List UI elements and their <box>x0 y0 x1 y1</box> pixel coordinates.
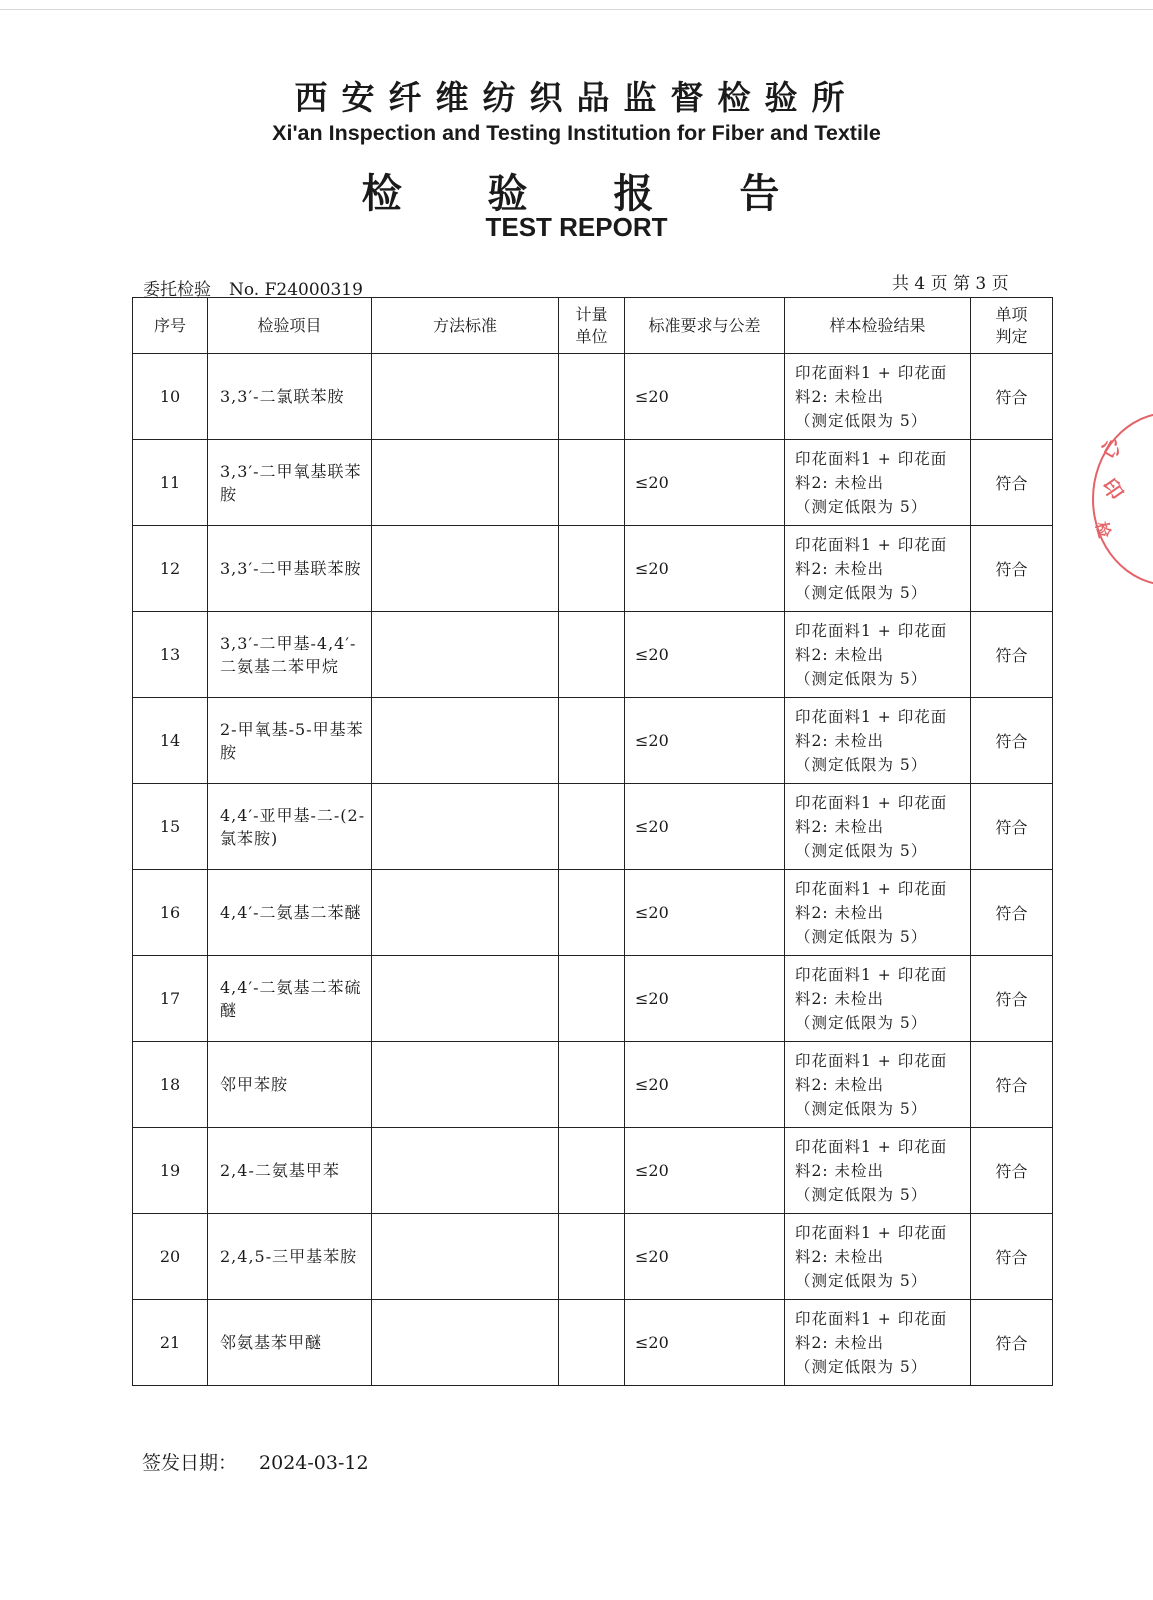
method-standard <box>372 784 559 870</box>
table-row <box>133 1042 1053 1128</box>
verdict: 符合 <box>971 1300 1053 1386</box>
header-result: 样本检验结果 <box>785 298 971 354</box>
row-number: 16 <box>133 870 208 956</box>
unit <box>559 440 625 526</box>
method-standard <box>372 870 559 956</box>
verdict: 符合 <box>971 440 1053 526</box>
header-unit <box>559 298 625 354</box>
header-verdict-label: 单项判定 <box>995 304 1028 346</box>
method-standard <box>372 956 559 1042</box>
table-row <box>133 1300 1053 1386</box>
result-line: 印花面料1 + 印花面 <box>795 449 948 468</box>
verdict: 符合 <box>971 1214 1053 1300</box>
test-item: 邻氨基苯甲醚 <box>208 1300 372 1386</box>
verdict: 符合 <box>971 1128 1053 1214</box>
result-line: （测定低限为 5） <box>795 1357 928 1376</box>
result-line: 料2: 未检出 <box>795 387 885 406</box>
result-line: 印花面料1 + 印花面 <box>795 965 948 984</box>
verdict: 符合 <box>971 354 1053 440</box>
sample-result <box>785 1128 971 1214</box>
test-item: 4,4′-二氨基二苯硫醚 <box>208 956 372 1042</box>
table-row <box>133 440 1053 526</box>
result-line: （测定低限为 5） <box>795 1099 928 1118</box>
result-line: 印花面料1 + 印花面 <box>795 879 948 898</box>
sample-result <box>785 956 971 1042</box>
result-line: （测定低限为 5） <box>795 1013 928 1032</box>
unit <box>559 354 625 440</box>
requirement: ≤20 <box>625 1214 785 1300</box>
report-title-cn: 检 验 报 告 <box>361 170 816 217</box>
seal-char: 检 <box>1091 519 1115 540</box>
inspection-type: 委托检验 <box>143 280 211 300</box>
row-number: 18 <box>133 1042 208 1128</box>
header-verdict <box>971 298 1053 354</box>
row-number: 17 <box>133 956 208 1042</box>
unit <box>559 1128 625 1214</box>
row-number: 14 <box>133 698 208 784</box>
method-standard <box>372 698 559 784</box>
seal-char: 心 <box>1096 432 1126 464</box>
table-row <box>133 870 1053 956</box>
result-line: （测定低限为 5） <box>795 669 928 688</box>
header-requirement: 标准要求与公差 <box>625 298 785 354</box>
sample-result <box>785 526 971 612</box>
method-standard <box>372 1300 559 1386</box>
sample-result <box>785 1042 971 1128</box>
sample-result <box>785 1300 971 1386</box>
header-no: 序号 <box>133 298 208 354</box>
organization-name-cn: 西安纤维纺织品监督检验所 <box>294 78 859 117</box>
result-line: 料2: 未检出 <box>795 903 885 922</box>
row-number: 20 <box>133 1214 208 1300</box>
result-line: （测定低限为 5） <box>795 755 928 774</box>
result-line: （测定低限为 5） <box>795 411 928 430</box>
table-header-row <box>133 298 1053 354</box>
row-number: 11 <box>133 440 208 526</box>
result-line: 印花面料1 + 印花面 <box>795 1309 948 1328</box>
method-standard <box>372 1214 559 1300</box>
requirement: ≤20 <box>625 870 785 956</box>
result-line: 印花面料1 + 印花面 <box>795 1223 948 1242</box>
unit <box>559 1042 625 1128</box>
requirement: ≤20 <box>625 1042 785 1128</box>
organization-name-en: Xi'an Inspection and Testing Institution for Fiber and Textile <box>272 121 881 145</box>
requirement: ≤20 <box>625 612 785 698</box>
result-line: 料2: 未检出 <box>795 989 885 1008</box>
result-line: （测定低限为 5） <box>795 927 928 946</box>
table-row <box>133 956 1053 1042</box>
requirement: ≤20 <box>625 526 785 612</box>
requirement: ≤20 <box>625 956 785 1042</box>
test-item: 2,4-二氨基甲苯 <box>208 1128 372 1214</box>
requirement: ≤20 <box>625 440 785 526</box>
result-line: 料2: 未检出 <box>795 1247 885 1266</box>
table-row <box>133 1128 1053 1214</box>
method-standard <box>372 440 559 526</box>
unit <box>559 784 625 870</box>
result-line: 料2: 未检出 <box>795 645 885 664</box>
header-unit-label: 计量单位 <box>575 304 608 346</box>
result-line: （测定低限为 5） <box>795 1271 928 1290</box>
test-item: 3,3′-二甲基-4,4′-二氨基二苯甲烷 <box>208 612 372 698</box>
issue-date: 2024-03-12 <box>259 1452 369 1474</box>
method-standard <box>372 526 559 612</box>
test-item: 2,4,5-三甲基苯胺 <box>208 1214 372 1300</box>
verdict: 符合 <box>971 870 1053 956</box>
result-line: 料2: 未检出 <box>795 1161 885 1180</box>
requirement: ≤20 <box>625 784 785 870</box>
method-standard <box>372 612 559 698</box>
result-line: 印花面料1 + 印花面 <box>795 535 948 554</box>
sample-result <box>785 870 971 956</box>
verdict: 符合 <box>971 1042 1053 1128</box>
unit <box>559 870 625 956</box>
verdict: 符合 <box>971 612 1053 698</box>
result-line: （测定低限为 5） <box>795 497 928 516</box>
results-table <box>132 297 1053 1386</box>
sample-result <box>785 1214 971 1300</box>
result-line: 料2: 未检出 <box>795 1333 885 1352</box>
row-number: 12 <box>133 526 208 612</box>
sample-result <box>785 440 971 526</box>
result-line: 料2: 未检出 <box>795 1075 885 1094</box>
report-number: No. F24000319 <box>229 280 363 300</box>
row-number: 21 <box>133 1300 208 1386</box>
scan-edge <box>0 9 1153 10</box>
unit <box>559 698 625 784</box>
row-number: 13 <box>133 612 208 698</box>
table-row <box>133 354 1053 440</box>
result-line: 印花面料1 + 印花面 <box>795 621 948 640</box>
unit <box>559 1214 625 1300</box>
method-standard <box>372 1042 559 1128</box>
result-line: 印花面料1 + 印花面 <box>795 1137 948 1156</box>
result-line: 料2: 未检出 <box>795 473 885 492</box>
verdict: 符合 <box>971 698 1053 784</box>
sample-result <box>785 612 971 698</box>
result-line: 印花面料1 + 印花面 <box>795 363 948 382</box>
result-line: （测定低限为 5） <box>795 1185 928 1204</box>
requirement: ≤20 <box>625 1300 785 1386</box>
result-line: （测定低限为 5） <box>795 583 928 602</box>
unit <box>559 956 625 1042</box>
row-number: 19 <box>133 1128 208 1214</box>
result-line: 印花面料1 + 印花面 <box>795 793 948 812</box>
table-row <box>133 612 1053 698</box>
requirement: ≤20 <box>625 698 785 784</box>
test-item: 2-甲氧基-5-甲基苯胺 <box>208 698 372 784</box>
test-item: 3,3′-二氯联苯胺 <box>208 354 372 440</box>
official-seal <box>1092 412 1153 586</box>
method-standard <box>372 354 559 440</box>
seal-char: 印 <box>1097 474 1129 505</box>
verdict: 符合 <box>971 526 1053 612</box>
row-number: 10 <box>133 354 208 440</box>
unit <box>559 526 625 612</box>
requirement: ≤20 <box>625 354 785 440</box>
header-item: 检验项目 <box>208 298 372 354</box>
sample-result <box>785 698 971 784</box>
verdict: 符合 <box>971 956 1053 1042</box>
test-item: 3,3′-二甲氧基联苯胺 <box>208 440 372 526</box>
unit <box>559 612 625 698</box>
verdict: 符合 <box>971 784 1053 870</box>
row-number: 15 <box>133 784 208 870</box>
sample-result <box>785 354 971 440</box>
page-indicator: 共 4 页 第 3 页 <box>892 274 1009 294</box>
method-standard <box>372 1128 559 1214</box>
result-line: 料2: 未检出 <box>795 731 885 750</box>
result-line: （测定低限为 5） <box>795 841 928 860</box>
table-row <box>133 526 1053 612</box>
table-row <box>133 1214 1053 1300</box>
result-line: 印花面料1 + 印花面 <box>795 1051 948 1070</box>
requirement: ≤20 <box>625 1128 785 1214</box>
issue-date-line <box>142 1448 369 1475</box>
issue-date-label: 签发日期： <box>142 1452 238 1474</box>
result-line: 料2: 未检出 <box>795 559 885 578</box>
header-method: 方法标准 <box>372 298 559 354</box>
test-item: 4,4′-二氨基二苯醚 <box>208 870 372 956</box>
test-item: 邻甲苯胺 <box>208 1042 372 1128</box>
unit <box>559 1300 625 1386</box>
result-line: 印花面料1 + 印花面 <box>795 707 948 726</box>
result-line: 料2: 未检出 <box>795 817 885 836</box>
sample-result <box>785 784 971 870</box>
test-item: 4,4′-亚甲基-二-(2-氯苯胺) <box>208 784 372 870</box>
table-row <box>133 784 1053 870</box>
table-row <box>133 698 1053 784</box>
test-item: 3,3′-二甲基联苯胺 <box>208 526 372 612</box>
report-title-en: TEST REPORT <box>485 212 668 242</box>
